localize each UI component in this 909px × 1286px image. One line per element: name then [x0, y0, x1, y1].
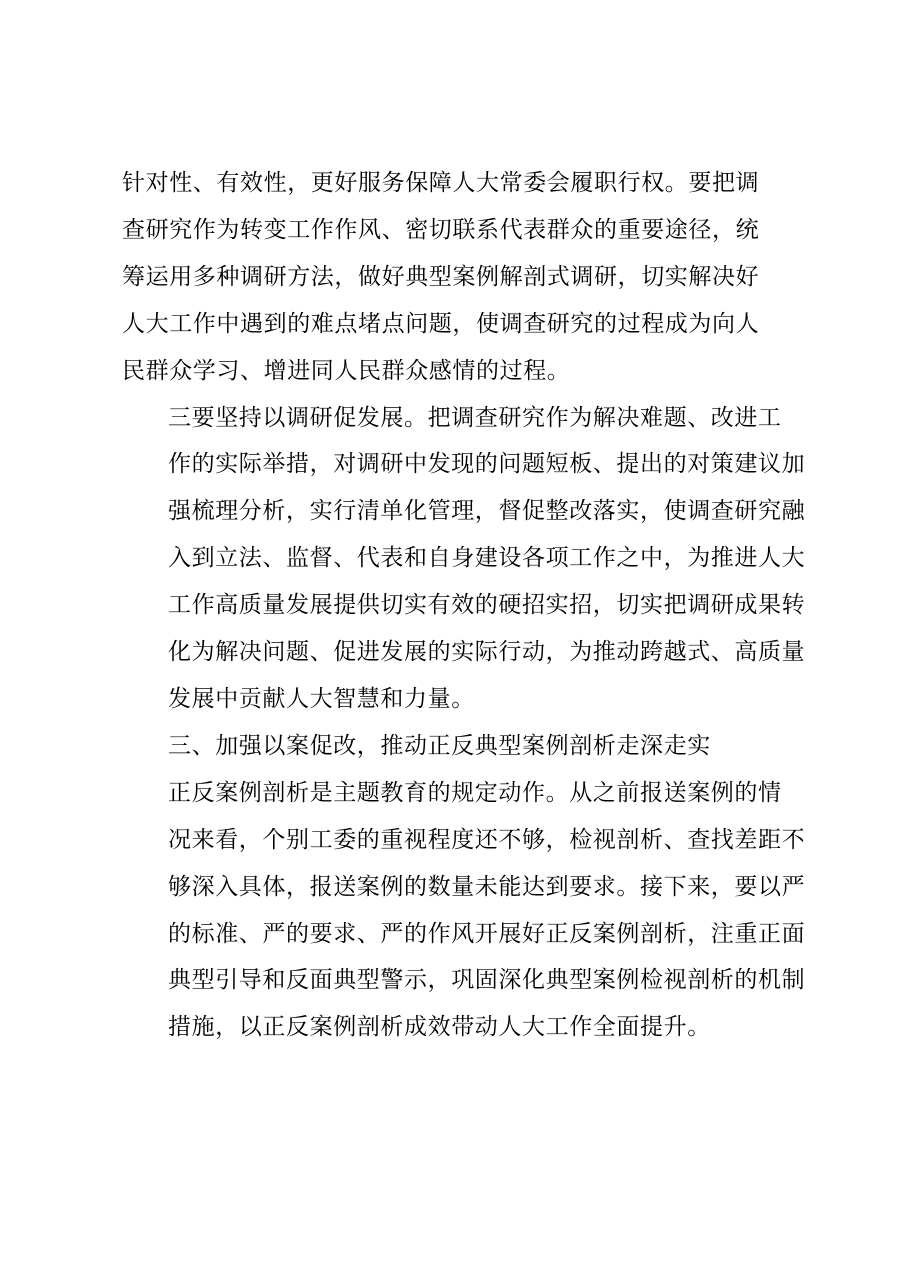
text-line: 典型引导和反面典型警示，巩固深化典型案例检视剖析的机制 [168, 967, 806, 994]
text-line: 人大工作中遇到的难点堵点问题，使调查研究的过程成为向人 [122, 310, 760, 337]
paragraph-case-analysis [122, 770, 806, 1051]
text-line: 工作高质量发展提供切实有效的硬招实招，切实把调研成果转 [168, 592, 806, 619]
text-line: 措施，以正反案例剖析成效带动人大工作全面提升。 [168, 1014, 711, 1041]
paragraph-research-continuation [122, 160, 796, 395]
text-line: 三要坚持以调研促发展。把调查研究作为解决难题、改进工 [168, 404, 782, 431]
text-line: 作的实际举措，对调研中发现的问题短板、提出的对策建议加 [168, 451, 806, 478]
text-line: 针对性、有效性，更好服务保障人大常委会履职行权。要把调 [122, 170, 760, 196]
text-line: 正反案例剖析是主题教育的规定动作。从之前报送案例的情 [168, 779, 782, 806]
text-line: 够深入具体，报送案例的数量未能达到要求。接下来，要以严 [168, 873, 806, 900]
text-line: 化为解决问题、促进发展的实际行动，为推动跨越式、高质量 [168, 639, 806, 666]
section-heading [122, 723, 796, 770]
text-line: 况来看，个别工委的重视程度还不够，检视剖析、查找差距不 [168, 826, 806, 853]
heading-line: 三、加强以案促改，推动正反典型案例剖析走深走实 [168, 732, 711, 759]
text-line: 筹运用多种调研方法，做好典型案例解剖式调研，切实解决好 [122, 263, 760, 290]
text-line: 的标准、严的要求、严的作风开展好正反案例剖析，注重正面 [168, 920, 806, 947]
text-line: 民群众学习、增进同人民群众感情的过程。 [122, 357, 571, 384]
text-line: 查研究作为转变工作作风、密切联系代表群众的重要途径，统 [122, 216, 760, 243]
text-line: 入到立法、监督、代表和自身建设各项工作之中，为推进人大 [168, 545, 806, 572]
text-line: 强梳理分析，实行清单化管理，督促整改落实，使调查研究融 [168, 498, 806, 525]
paragraph-research-development [122, 395, 806, 723]
text-line: 发展中贡献人大智慧和力量。 [168, 685, 475, 712]
document-body [122, 160, 806, 1051]
